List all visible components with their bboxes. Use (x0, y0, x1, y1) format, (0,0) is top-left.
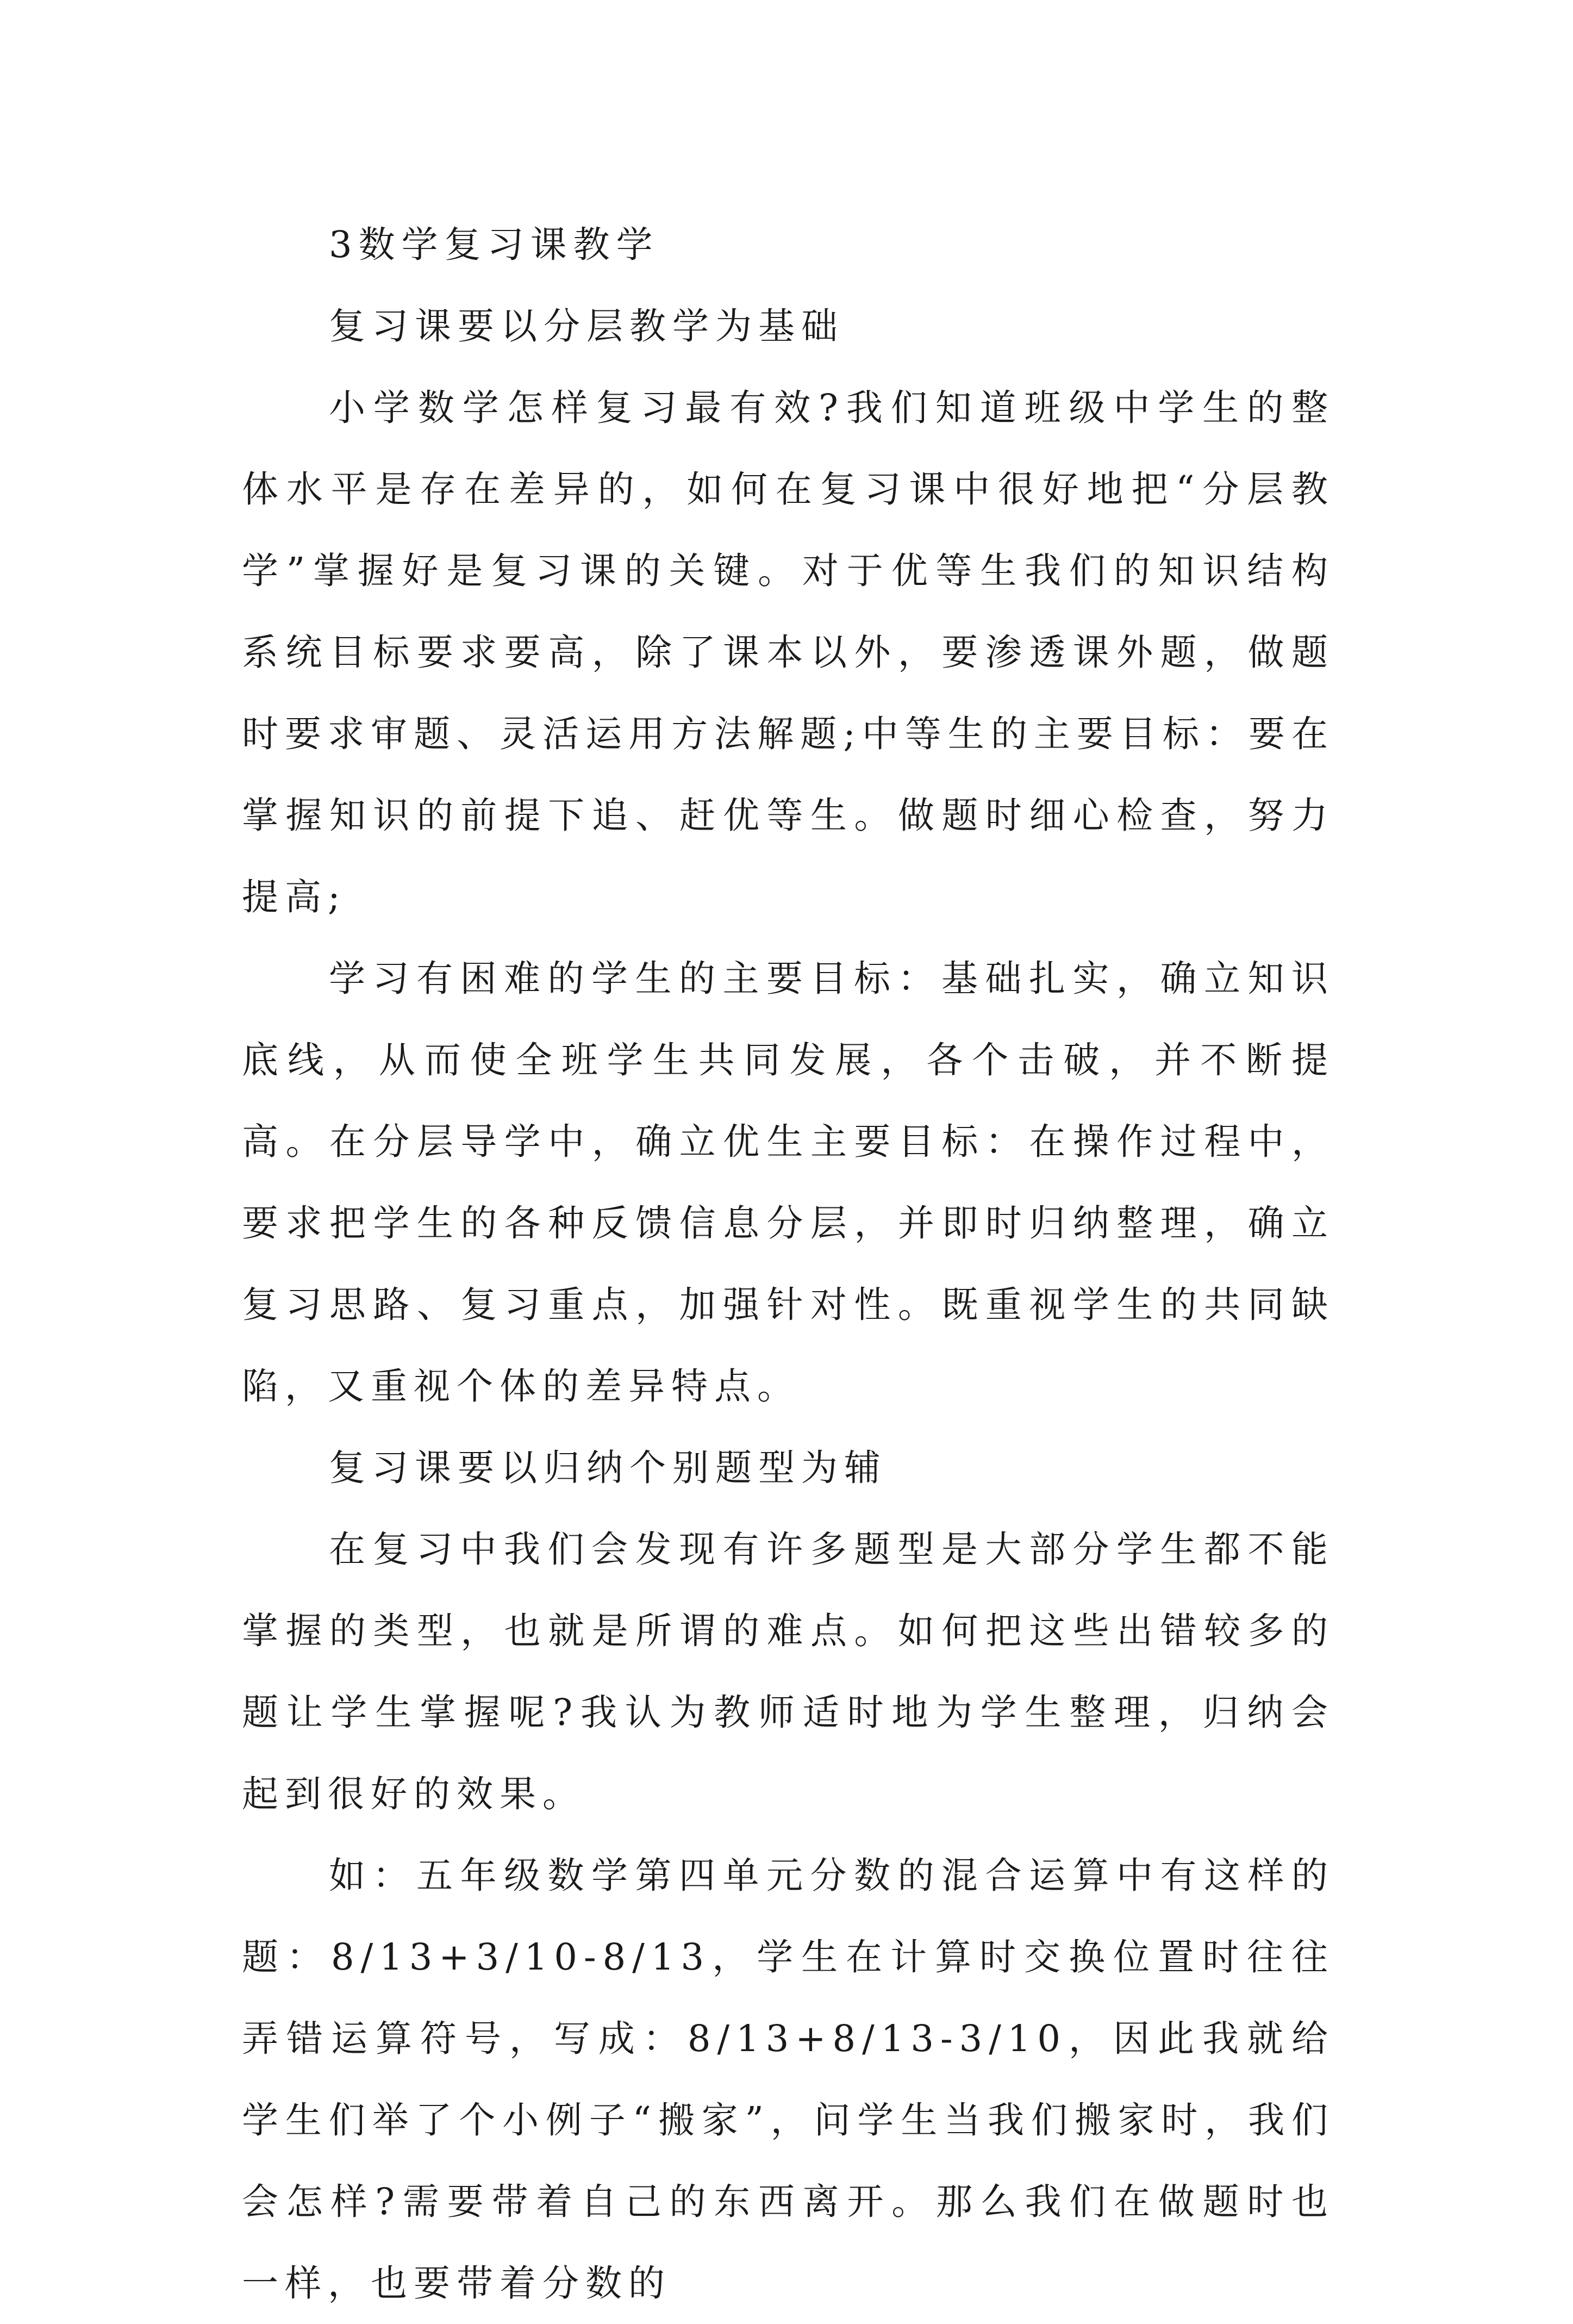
body-paragraph: 在复习中我们会发现有许多题型是大部分学生都不能掌握的类型，也就是所谓的难点。如何把这些出错较多的题让学生掌握呢?我认为教师适时地为学生整理，归纳会起到很好的效果。 (242, 1528, 1334, 1815)
subsection-heading: 复习课要以分层教学为基础 (329, 305, 844, 347)
body-paragraph: 如：五年级数学第四单元分数的混合运算中有这样的题：8/13+3/10-8/13，学生在计算时交换位置时往往弄错运算符号，写成：8/13+8/13-3/10，因此我就给学生们举了个小例子“搬家”，问学生当我们搬家时，我们会怎样?需要带着自己的东西离开。那么我们在做题时也一样，也要带着分数的 (242, 1854, 1334, 2304)
body-paragraph: 小学数学怎样复习最有效?我们知道班级中学生的整体水平是存在差异的，如何在复习课中很好地把“分层教学”掌握好是复习课的关键。对于优等生我们的知识结构系统目标要求要高，除了课本以外，要渗透课外题，做题时要求审题、灵活运用方法解题;中等生的主要目标：要在掌握知识的前提下追、赶优等生。做题时细心检查，努力提高; (242, 387, 1334, 918)
body-paragraph: 学习有困难的学生的主要目标：基础扎实，确立知识底线，从而使全班学生共同发展，各个击破，并不断提高。在分层导学中，确立优生主要目标：在操作过程中，要求把学生的各种反馈信息分层，并即时归纳整理，确立复习思路、复习重点，加强针对性。既重视学生的共同缺陷，又重视个体的差异特点。 (242, 957, 1334, 1407)
subsection-heading: 复习课要以归纳个别题型为辅 (329, 1447, 887, 1489)
document-body (242, 204, 1334, 2324)
section-heading: 3数学复习课教学 (329, 223, 659, 266)
